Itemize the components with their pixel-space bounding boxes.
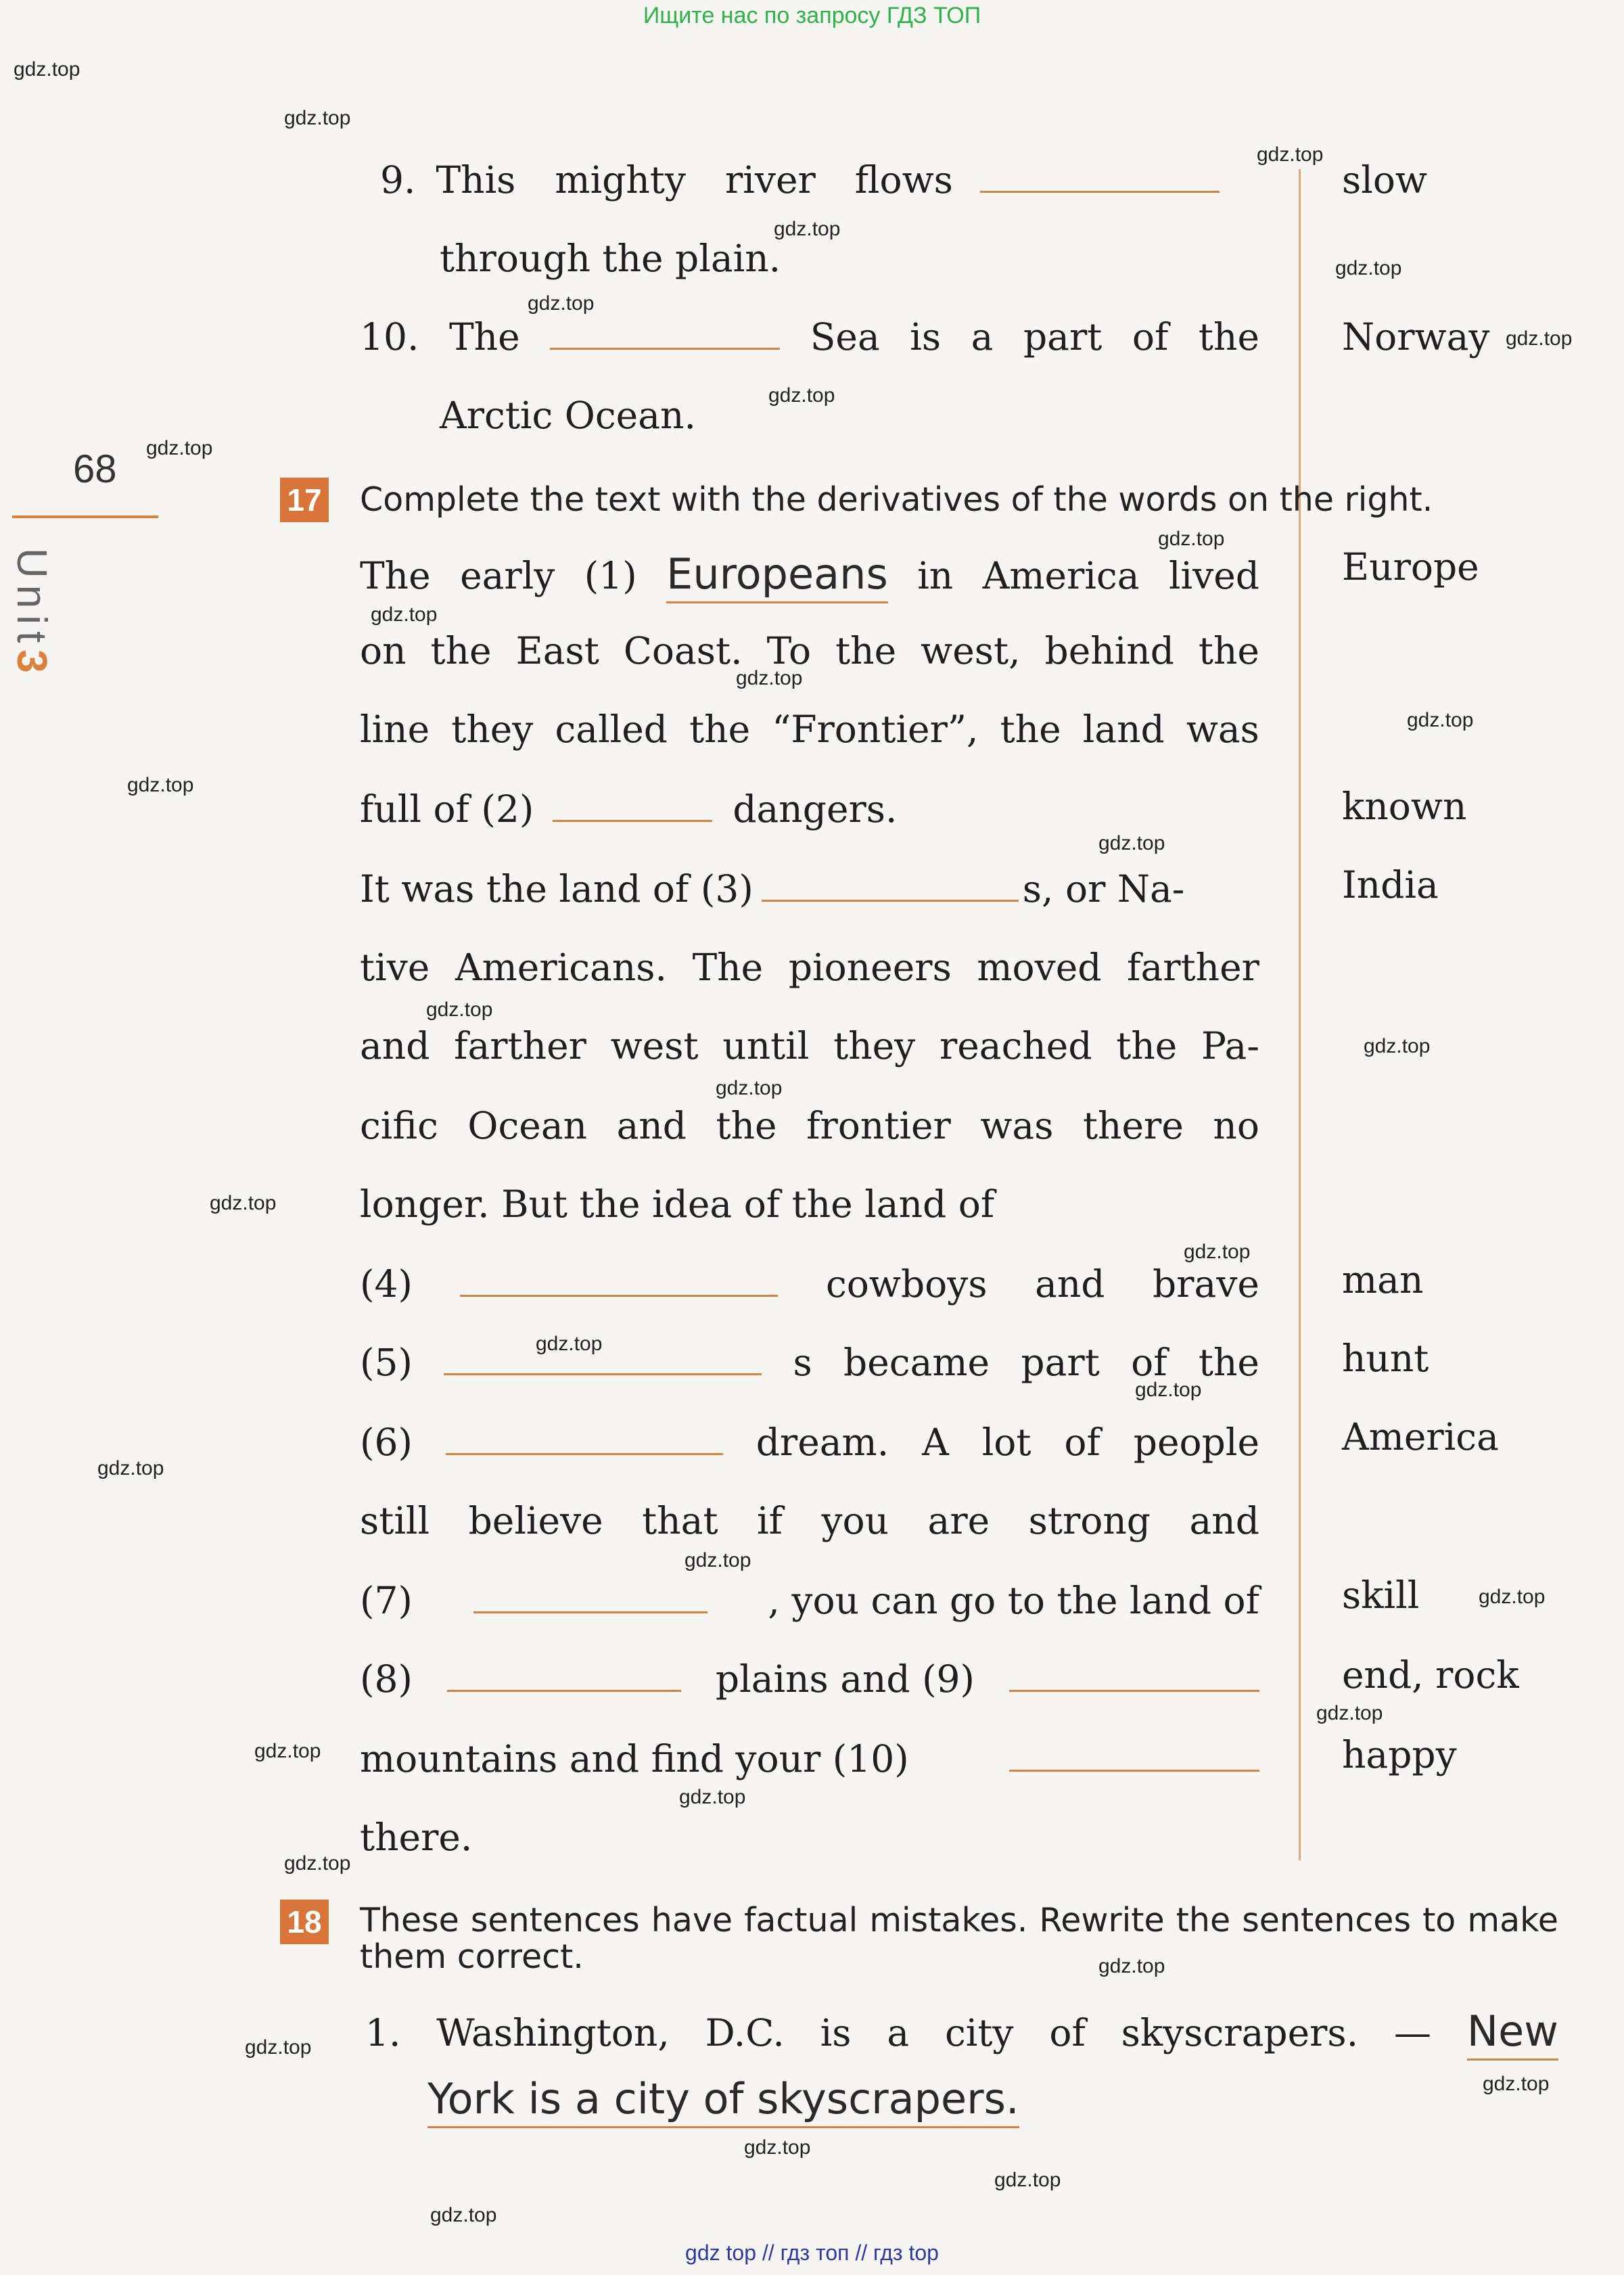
blank-6[interactable] (446, 1452, 723, 1455)
word: These (360, 1901, 459, 1939)
word: have (651, 1901, 733, 1939)
item-9-line2: through the plain. (440, 237, 781, 280)
watermark: gdz.top (210, 1192, 277, 1214)
word: of (1131, 1341, 1167, 1384)
item-9-line1 (380, 158, 1259, 202)
word: make (1467, 1901, 1558, 1939)
text-line (360, 946, 1259, 989)
word: of (1064, 1421, 1100, 1464)
word: Ocean (467, 1104, 588, 1147)
ex18-item-1 (365, 2006, 1558, 2061)
word: reached (939, 1024, 1092, 1067)
item-9-word: mighty (555, 158, 686, 202)
word: and (616, 1104, 687, 1147)
cue-hunt: hunt (1342, 1337, 1429, 1380)
text-line (360, 1657, 1259, 1701)
word: — (1393, 2011, 1431, 2054)
ex18-answer-part2[interactable]: York is a city of skyscrapers. (427, 2074, 1019, 2128)
unit-word: Unit (8, 548, 55, 650)
word: behind (1044, 629, 1174, 672)
word: Pa- (1201, 1024, 1259, 1067)
watermark: gdz.top (1316, 1702, 1383, 1724)
text-line (360, 1024, 1259, 1067)
text-line (360, 708, 1259, 751)
word: (1) (584, 554, 637, 597)
text: (8) (360, 1657, 413, 1701)
cue-column-divider (1299, 169, 1301, 1860)
watermark: gdz.top (1184, 1241, 1251, 1263)
watermark: gdz.top (736, 667, 803, 689)
watermark: gdz.top (679, 1786, 746, 1808)
word: in (917, 554, 954, 597)
watermark: gdz.top (430, 2204, 497, 2226)
word: part (1021, 1341, 1100, 1384)
bottom-banner: gdz top // гдз топ // гдз top (685, 2240, 939, 2265)
item-9-number: 9. (380, 158, 416, 202)
word: pioneers (788, 946, 952, 989)
word: is (820, 2011, 852, 2054)
word: Rewrite (1039, 1901, 1165, 1939)
text-line (360, 1499, 1259, 1542)
word: East (515, 629, 599, 672)
text-line (360, 1262, 1259, 1306)
unit-label (7, 548, 55, 680)
word: moved (977, 946, 1102, 989)
cue-end-rock: end, rock (1342, 1653, 1519, 1697)
word: they (451, 708, 534, 751)
word: Washington, (436, 2011, 670, 2054)
word: called (555, 708, 668, 751)
watermark: gdz.top (1483, 2073, 1550, 2095)
watermark: gdz.top (97, 1457, 164, 1479)
word: the (716, 1104, 777, 1147)
word: “Frontier”, (772, 708, 979, 751)
word: was (1186, 708, 1259, 751)
word: lot (981, 1421, 1031, 1464)
exercise-18-badge: 18 (280, 1900, 329, 1944)
ex18-answer-part1[interactable]: New (1467, 2006, 1558, 2061)
word: west, (921, 629, 1021, 672)
word: was (980, 1104, 1054, 1147)
word: sentences (1242, 1901, 1411, 1939)
word: The (692, 946, 764, 989)
word: tive (360, 946, 430, 989)
text-line (360, 1341, 1259, 1384)
watermark: gdz.top (1135, 1379, 1202, 1401)
watermark: gdz.top (254, 1740, 321, 1762)
word: and (360, 1024, 430, 1067)
item-10-blank[interactable] (550, 347, 780, 350)
word: a (887, 2011, 910, 2054)
word: the (689, 708, 751, 751)
watermark: gdz.top (146, 437, 213, 459)
blank-7[interactable] (473, 1611, 707, 1613)
text-line: longer. But the idea of the land of (360, 1182, 995, 1226)
item-10-cue: Norway (1342, 315, 1490, 359)
text: (4) (360, 1262, 413, 1306)
text-line (360, 787, 898, 831)
watermark: gdz.top (1158, 528, 1225, 550)
text-line (360, 1737, 1259, 1780)
item-10-word: The (449, 315, 520, 359)
word: Americans. (455, 946, 667, 989)
cue-known: known (1342, 785, 1467, 828)
watermark: gdz.top (685, 1549, 751, 1571)
text-line (360, 629, 1259, 672)
item-10-word: part (1023, 315, 1103, 359)
word: The (360, 554, 431, 597)
item-10-word: the (1198, 315, 1259, 359)
word: there (1082, 1104, 1184, 1147)
blank-8[interactable] (447, 1689, 681, 1692)
watermark: gdz.top (245, 2036, 312, 2059)
word: strong (1028, 1499, 1151, 1542)
word: are (927, 1499, 990, 1542)
word: lived (1168, 554, 1259, 597)
cue-india: India (1342, 863, 1439, 906)
exercise-17-instruction: Complete the text with the derivatives of the words on the right. (360, 480, 1433, 519)
word: the (430, 629, 492, 672)
cue-skill: skill (1342, 1573, 1420, 1617)
watermark: gdz.top (284, 107, 351, 129)
word: skyscrapers. (1121, 2011, 1359, 2054)
blank-2[interactable] (553, 819, 712, 822)
text: plains and (9) (715, 1657, 975, 1701)
watermark: gdz.top (716, 1077, 783, 1099)
word: and (1035, 1262, 1105, 1306)
word: sentences (470, 1901, 640, 1939)
word: the (835, 629, 897, 672)
item-10-number: 10. (360, 315, 419, 359)
watermark: gdz.top (127, 774, 194, 796)
text: , you can go to the land of (768, 1579, 1259, 1622)
cue-man: man (1342, 1258, 1424, 1302)
word: factual (744, 1901, 858, 1939)
text: mountains and find your (10) (360, 1737, 909, 1780)
word: the (1198, 629, 1259, 672)
word: frontier (806, 1104, 951, 1147)
word: still (360, 1499, 430, 1542)
watermark: gdz.top (1098, 832, 1165, 854)
watermark: gdz.top (1335, 257, 1402, 279)
watermark: gdz.top (1098, 1955, 1165, 1977)
answer-1[interactable]: Europeans (666, 549, 888, 603)
word: of (1049, 2011, 1086, 2054)
item-10-word: of (1132, 315, 1169, 359)
text-line (360, 1421, 1259, 1464)
word: if (757, 1499, 783, 1542)
item-10-line2: Arctic Ocean. (440, 394, 696, 437)
text: dangers. (733, 787, 898, 831)
cue-america: America (1342, 1415, 1499, 1458)
watermark: gdz.top (371, 603, 438, 626)
word: no (1213, 1104, 1259, 1147)
text-line (360, 1104, 1259, 1147)
item-9-word: flows (854, 158, 953, 202)
word: dream. (756, 1421, 889, 1464)
unit-number: 3 (8, 649, 55, 680)
text-line: there. (360, 1816, 473, 1859)
watermark: gdz.top (744, 2136, 811, 2159)
watermark: gdz.top (426, 998, 493, 1021)
word: A (922, 1421, 949, 1464)
text: full of (2) (360, 787, 534, 831)
word: west (610, 1024, 699, 1067)
item-10-word: is (910, 315, 942, 359)
exercise-17-badge: 17 (280, 478, 329, 522)
page-number: 68 (73, 447, 117, 491)
watermark: gdz.top (1407, 709, 1474, 731)
word: to (1422, 1901, 1456, 1939)
item-9-word: river (724, 158, 816, 202)
text: s, or Na- (1022, 867, 1185, 911)
exercise-18-instruction-line2: them correct. (360, 1937, 584, 1976)
word: land (1082, 708, 1165, 751)
word: mistakes. (869, 1901, 1028, 1939)
item-10-word: Sea (810, 315, 880, 359)
word: and (1189, 1499, 1259, 1542)
watermark: gdz.top (768, 384, 835, 407)
cue-europe: Europe (1342, 545, 1479, 589)
word: s (793, 1341, 812, 1384)
word: the (1000, 708, 1061, 751)
word: the (1198, 1341, 1259, 1384)
watermark: gdz.top (284, 1852, 351, 1875)
word: To (766, 629, 812, 672)
word: cowboys (825, 1262, 988, 1306)
word: that (642, 1499, 718, 1542)
word: became (843, 1341, 990, 1384)
text: It was the land of (3) (360, 867, 753, 911)
word: farther (454, 1024, 586, 1067)
page-number-rule (12, 515, 158, 518)
watermark: gdz.top (1257, 143, 1324, 166)
word: early (460, 554, 555, 597)
word: cific (360, 1104, 438, 1147)
word: brave (1153, 1262, 1259, 1306)
exercise-18-instruction-line1 (360, 1901, 1558, 1939)
watermark: gdz.top (14, 58, 80, 81)
watermark: gdz.top (536, 1333, 603, 1355)
watermark: gdz.top (774, 218, 841, 240)
word: they (833, 1024, 916, 1067)
item-9-cue: slow (1342, 158, 1428, 202)
word: D.C. (705, 2011, 785, 2054)
watermark: gdz.top (1506, 327, 1573, 350)
item-9-blank[interactable] (980, 190, 1220, 193)
text-line (360, 1579, 1259, 1622)
word: on (360, 629, 407, 672)
top-banner: Ищите нас по запросу ГДЗ ТОП (643, 3, 981, 28)
item-10-word: a (971, 315, 994, 359)
blank-9[interactable] (1009, 1689, 1259, 1692)
blank-10[interactable] (1009, 1769, 1259, 1772)
text-line (360, 549, 1259, 603)
item-10-line1 (360, 315, 1259, 359)
watermark: gdz.top (994, 2169, 1061, 2191)
word: Coast. (623, 629, 743, 672)
word: the (1116, 1024, 1178, 1067)
watermark: gdz.top (1479, 1586, 1546, 1608)
word: America (982, 554, 1140, 597)
text: (7) (360, 1579, 413, 1622)
blank-4[interactable] (460, 1294, 778, 1297)
word: line (360, 708, 430, 751)
word: believe (468, 1499, 603, 1542)
word: the (1176, 1901, 1231, 1939)
watermark: gdz.top (528, 292, 595, 315)
word: farther (1127, 946, 1259, 989)
watermark: gdz.top (1364, 1035, 1431, 1057)
word: city (944, 2011, 1014, 2054)
blank-3[interactable] (762, 899, 1019, 902)
blank-5[interactable] (444, 1373, 762, 1375)
word: 1. (365, 2011, 401, 2054)
text-line (360, 867, 1184, 911)
word: you (821, 1499, 889, 1542)
item-9-word: This (436, 158, 516, 202)
text: (5) (360, 1341, 413, 1384)
word: people (1133, 1421, 1259, 1464)
text: (6) (360, 1421, 413, 1464)
word: until (722, 1024, 810, 1067)
cue-happy: happy (1342, 1733, 1457, 1776)
